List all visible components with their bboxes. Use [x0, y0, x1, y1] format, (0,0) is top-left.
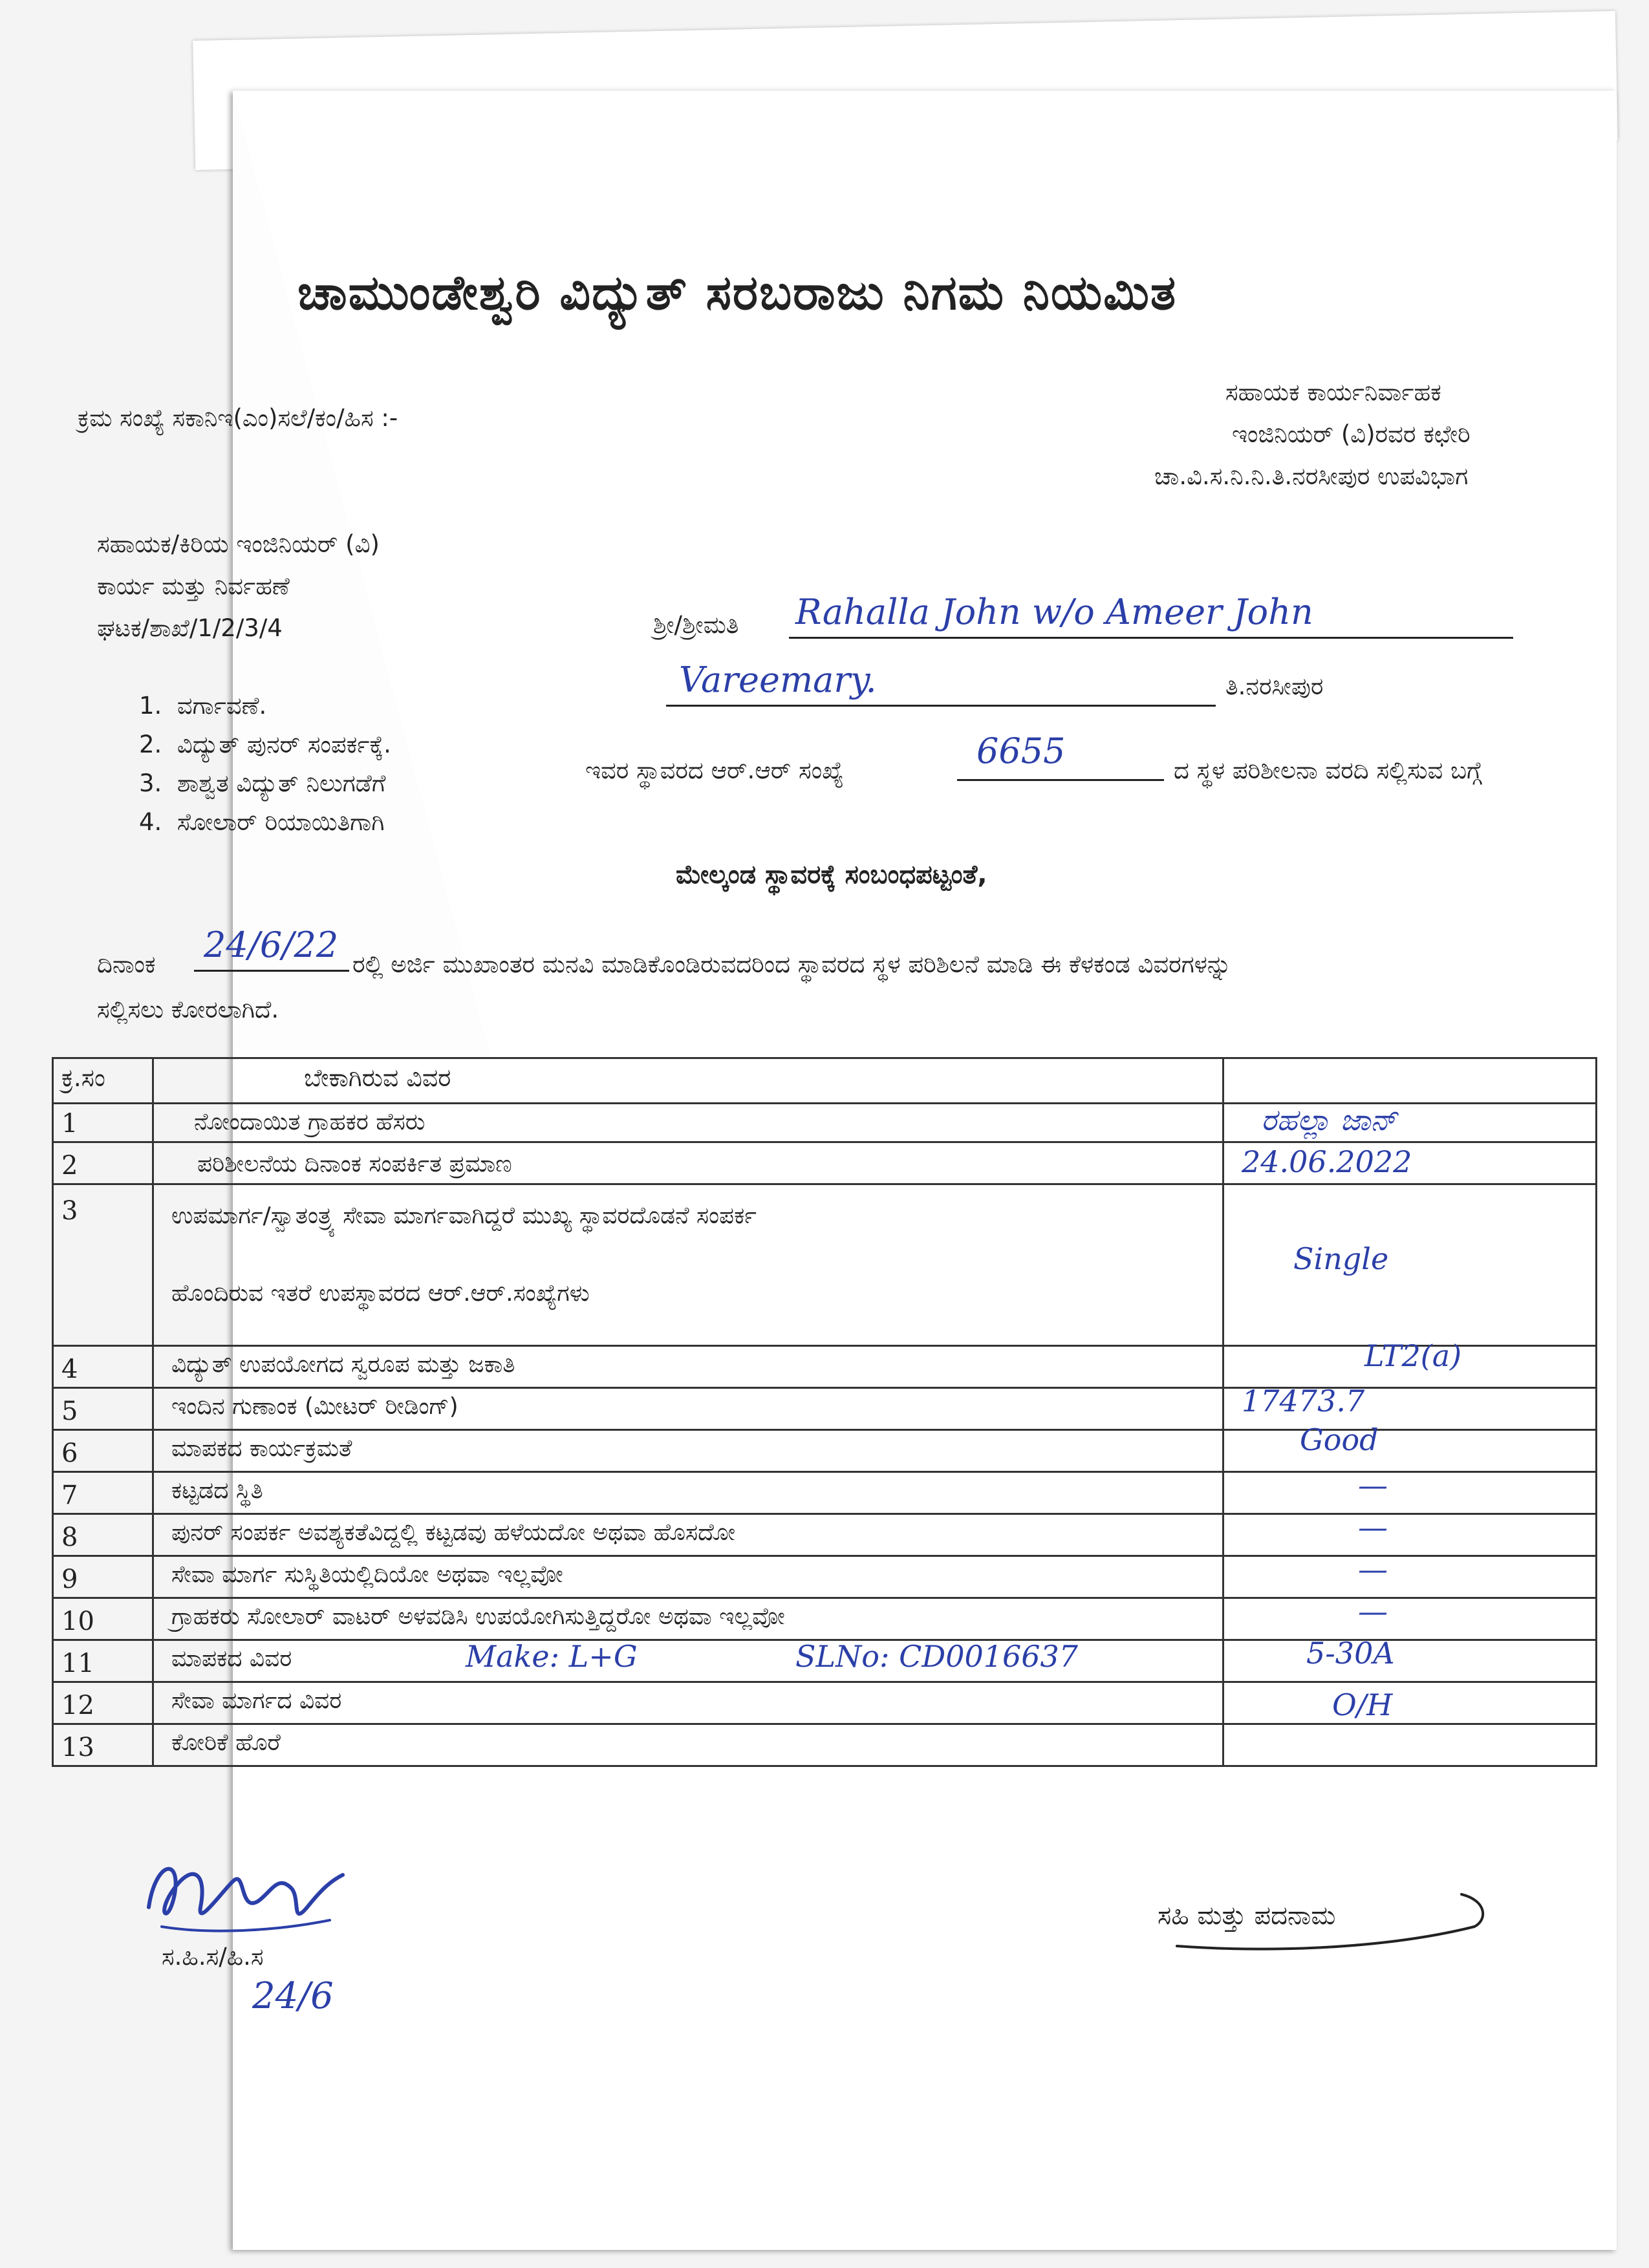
rr-prefix: ಇವರ ಸ್ಥಾವರದ ಆರ್.ಆರ್ ಸಂಖ್ಯೆ: [585, 756, 844, 784]
row-number: 4: [61, 1354, 78, 1384]
applicant-name-line-1: Rahalla John w/o Ameer John: [795, 592, 1313, 632]
signature-designation: ಸಹಿ ಮತ್ತು ಪದನಾಮ: [1158, 1901, 1336, 1931]
body-text-line-1: ರಲ್ಲಿ ಅರ್ಜಿ ಮುಖಾಂತರ ಮನವಿ ಮಾಡಿಕೊಂಡಿರುವದರಿಂದ ಸ್ಥಾವರದ ಸ್ಥಳ ಪರಿಶಿಲನೆ ಮಾಡಿ ಈ ಕೆಳಕಂಡ ವಿವರಗಳನ್ನು: [352, 950, 1232, 978]
row-number: 2: [61, 1151, 78, 1181]
designation-underline: [1138, 1875, 1500, 1959]
meter-serial: SLNo: CD0016637: [795, 1639, 1079, 1674]
row-number: 12: [61, 1691, 94, 1720]
row-label: ಇಂದಿನ ಗುಣಾಂಕ (ಮೀಟರ್ ರೀಡಿಂಗ್): [171, 1393, 458, 1420]
row-label: ಸೇವಾ ಮಾರ್ಗ ಸುಸ್ಥಿತಿಯಲ್ಲಿದಿಯೋ ಅಥವಾ ಇಲ್ಲವೋ: [171, 1561, 563, 1588]
body-text-line-2: ಸಲ್ಲಿಸಲು ಕೋರಲಾಗಿದೆ.: [97, 996, 279, 1023]
office-line-3: ಚಾ.ವಿ.ಸ.ನಿ.ನಿ.ತಿ.ನರಸೀಪುರ ಉಪವಿಭಾಗ: [1154, 462, 1469, 490]
row-value: ರಹಲ್ಲಾ ಜಾನ್: [1261, 1102, 1397, 1137]
reference-number-label: ಕ್ರಮ ಸಂಖ್ಯೆ ಸಕಾನಿಇ(ಎಂ)ಸಲೆ/ಕಂ/ಹಿಸ :-: [78, 404, 398, 432]
row-label-continued: ಹೊಂದಿರುವ ಇತರೆ ಉಪಸ್ಥಾವರದ ಆರ್.ಆರ್.ಸಂಖ್ಯೆಗಳು: [171, 1280, 590, 1307]
subject-line: ಮೇಲ್ಕಂಡ ಸ್ಥಾವರಕ್ಕೆ ಸಂಬಂಧಪಟ್ಟಂತೆ,: [676, 860, 987, 890]
row-label: ಪುನರ್ ಸಂಪರ್ಕ ಅವಶ್ಯಕತೆವಿದ್ದಲ್ಲಿ ಕಟ್ಟಡವು ಹಳೆಯದೋ ಅಥವಾ ಹೊಸದೋ: [171, 1519, 736, 1546]
row-number: 9: [61, 1565, 78, 1594]
signature-left: [136, 1836, 356, 1946]
body-date-prefix: ದಿನಾಂಕ: [97, 950, 156, 978]
row-number: 1: [61, 1109, 78, 1139]
row-value: —: [1358, 1552, 1388, 1587]
list-item: 3. ಶಾಶ್ವತ ವಿದ್ಯುತ್ ನಿಲುಗಡೆಗೆ: [139, 769, 386, 797]
applicant-town: ತಿ.ನರಸೀಪುರ: [1225, 672, 1324, 700]
row-label: ಕೋರಿಕೆ ಹೊರೆ: [171, 1729, 281, 1756]
office-line-2: ಇಂಜಿನಿಯರ್ (ವಿ)ರವರ ಕಛೇರಿ: [1232, 420, 1471, 448]
row-value: Good: [1300, 1422, 1379, 1457]
row-label: ಮಾಪಕದ ವಿವರ: [171, 1645, 292, 1672]
row-value: —: [1358, 1468, 1388, 1503]
row-value: 17473.7: [1242, 1384, 1365, 1418]
body-date-value: 24/6/22: [204, 925, 339, 965]
row-number: 10: [61, 1607, 94, 1636]
row-label: ಮಾಪಕದ ಕಾರ್ಯಕ್ರಮತೆ: [171, 1435, 352, 1462]
list-item: 1. ವರ್ಗಾವಣೆ.: [139, 692, 267, 720]
row-number: 3: [61, 1196, 78, 1226]
column-header-detail: ಬೇಕಾಗಿರುವ ವಿವರ: [304, 1064, 451, 1092]
signature-date: 24/6: [252, 1975, 334, 2017]
row-value: —: [1358, 1510, 1388, 1545]
recipient-line-1: ಸಹಾಯಕ/ಕಿರಿಯ ಇಂಜಿನಿಯರ್ (ವಿ): [97, 530, 380, 558]
row-number: 13: [61, 1733, 94, 1762]
row-value: LT2(a): [1364, 1338, 1462, 1373]
signature-caption: ಸ.ಹಿ.ಸ/ಹಿ.ಸ: [162, 1943, 264, 1971]
row-value: 5-30A: [1306, 1636, 1395, 1671]
row-value: Single: [1293, 1241, 1389, 1276]
row-value: 24.06.2022: [1242, 1144, 1412, 1179]
document-title: ಚಾಮುಂಡೇಶ್ವರಿ ವಿದ್ಯುತ್ ಸರಬರಾಜು ನಿಗಮ ನಿಯಮಿತ: [297, 265, 1178, 321]
row-label: ನೋಂದಾಯಿತ ಗ್ರಾಹಕರ ಹೆಸರು: [194, 1109, 426, 1135]
row-number: 8: [61, 1523, 78, 1552]
meter-make: Make: L+G: [466, 1639, 638, 1674]
row-number: 11: [61, 1649, 94, 1678]
row-label: ವಿದ್ಯುತ್ ಉಪಯೋಗದ ಸ್ವರೂಪ ಮತ್ತು ಜಕಾತಿ: [171, 1351, 515, 1378]
row-number: 5: [61, 1396, 78, 1426]
row-number: 7: [61, 1481, 78, 1510]
list-item: 2. ವಿದ್ಯುತ್ ಪುನರ್ ಸಂಪರ್ಕಕ್ಕೆ.: [139, 731, 391, 758]
row-label: ಕಟ್ಟಡದ ಸ್ಥಿತಿ: [171, 1477, 263, 1504]
recipient-line-3: ಘಟಕ/ಶಾಖೆ/1/2/3/4: [97, 614, 283, 642]
row-value: O/H: [1332, 1687, 1393, 1722]
row-value: —: [1358, 1594, 1388, 1629]
row-label: ಉಪಮಾರ್ಗ/ಸ್ವಾತಂತ್ರ್ಯ ಸೇವಾ ಮಾರ್ಗವಾಗಿದ್ದರೆ ಮುಖ್ಯ ಸ್ಥಾವರದೊಡನೆ ಸಂಪರ್ಕ: [171, 1203, 757, 1229]
recipient-line-2: ಕಾರ್ಯ ಮತ್ತು ನಿರ್ವಹಣೆ: [97, 572, 290, 600]
applicant-name-line-2: Vareemary.: [679, 659, 877, 700]
column-header-number: ಕ್ರ.ಸಂ: [61, 1064, 105, 1092]
row-label: ಸೇವಾ ಮಾರ್ಗದ ವಿವರ: [171, 1687, 342, 1714]
rr-number: 6655: [976, 731, 1066, 771]
rr-suffix: ದ ಸ್ಥಳ ಪರಿಶೀಲನಾ ವರದಿ ಸಲ್ಲಿಸುವ ಬಗ್ಗೆ: [1174, 756, 1482, 784]
row-label: ಗ್ರಾಹಕರು ಸೋಲಾರ್ ವಾಟರ್ ಅಳವಡಿಸಿ ಉಪಯೋಗಿಸುತ್ತಿದ್ದರೋ ಅಥವಾ ಇಲ್ಲವೋ: [171, 1603, 785, 1630]
row-label: ಪರಿಶೀಲನೆಯ ದಿನಾಂಕ ಸಂಪರ್ಕಿತ ಪ್ರಮಾಣ: [197, 1151, 512, 1177]
applicant-prefix: ಶ್ರೀ/ಶ್ರೀಮತಿ: [653, 611, 739, 639]
row-number: 6: [61, 1439, 78, 1468]
office-line-1: ಸಹಾಯಕ ಕಾರ್ಯನಿರ್ವಾಹಕ: [1225, 378, 1441, 406]
list-item: 4. ಸೋಲಾರ್ ರಿಯಾಯಿತಿಗಾಗಿ: [139, 808, 385, 836]
